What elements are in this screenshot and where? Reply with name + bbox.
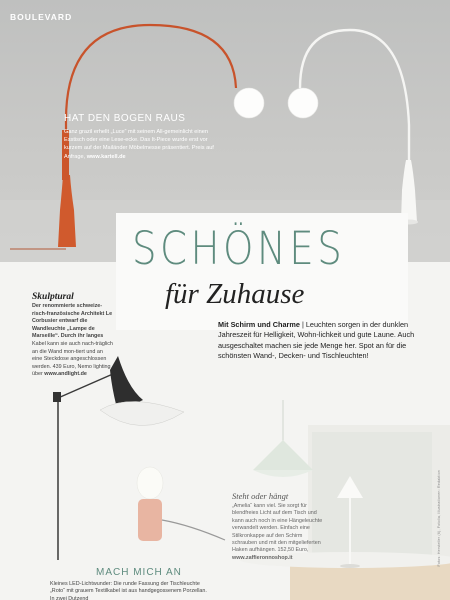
arc-lamp-text: Ganz grazil erhellt „Luce“ mit seinem All-gemeinlicht einen Esstisch oder eine Lese-ecke. Das It-Piece wurde erst vor kurzem auf der Mailänder Möbelmesse präsentiert. Preis auf Anfrage, www.kartell.de [64,129,214,160]
amelia-text: „Amelia“ kann viel. Sie sorgt für blendfreies Licht auf dem Tisch und kann auch noch in eine Hängeleuchte verwandelt werden. Einfach eine Stilkronkappe auf den Schirm schrauben und mit den mitgelieferten Haken aufhängen. 152,50 Euro, www.zaffieronnoshop.it [232,503,323,561]
amelia-heading: Steht oder hängt [232,491,289,501]
roto-heading: MACH MICH AN [96,567,182,578]
arc-lamp-link[interactable]: www.kartell.de [86,153,126,160]
roto-bulb [137,467,163,499]
skulptural-text: Der renommierte schweize-risch-französische Architekt Le Corbusier entwarf die Wandleuchte „Lampe de Marseille“. Durch ihr langes Kabel kann sie auch nach-träglich an die Wand mon-tiert und an eine Steckdose angeschlossen werden. 439 Euro, Nemo lighting über www.andlight.de [32,303,113,378]
photo-credit: Fotos: Hersteller (6), Fotolia, Illustrationen: Redaktion [437,470,441,567]
intro-separator: | [301,320,304,329]
roto-text: Kleines LED-Lichtwunder: Die runde Fassung der Tischleuchte „Roto“ mit grauem Textilkabel ist aus handgegossenem Porzellan. In zwei Dutzend [50,581,207,600]
skulptural-link[interactable]: www.andlight.de [44,371,87,378]
amelia-link[interactable]: www.zaffieronnoshop.it [232,554,293,561]
page-title: SCHÖNES [132,222,346,275]
skulptural-heading: Skulptural [32,292,74,302]
intro-lead: Mit Schirm und Charme [218,320,300,329]
intro-paragraph [218,320,433,362]
arc-lamp-heading: HAT DEN BOGEN RAUS [64,113,186,124]
amelia-shade [253,440,313,470]
skulptural-caption [32,292,114,379]
page-subtitle: für Zuhause [165,278,305,310]
roto-caption [50,567,210,600]
roto-base [138,499,162,541]
amelia-caption [232,491,327,562]
section-label: BOULEVARD [10,12,73,22]
wall-lamp-shade-bottom [100,401,184,425]
intro-text: Leuchten sorgen in der dunklen Jahreszeit für Helligkeit, Wohn-lichkeit und gute Laune. Auch ausgeschaltet machen sie jede Menge her. Spot an für die schönsten Wand-, Decken- und Tischleuchten! [218,320,415,361]
